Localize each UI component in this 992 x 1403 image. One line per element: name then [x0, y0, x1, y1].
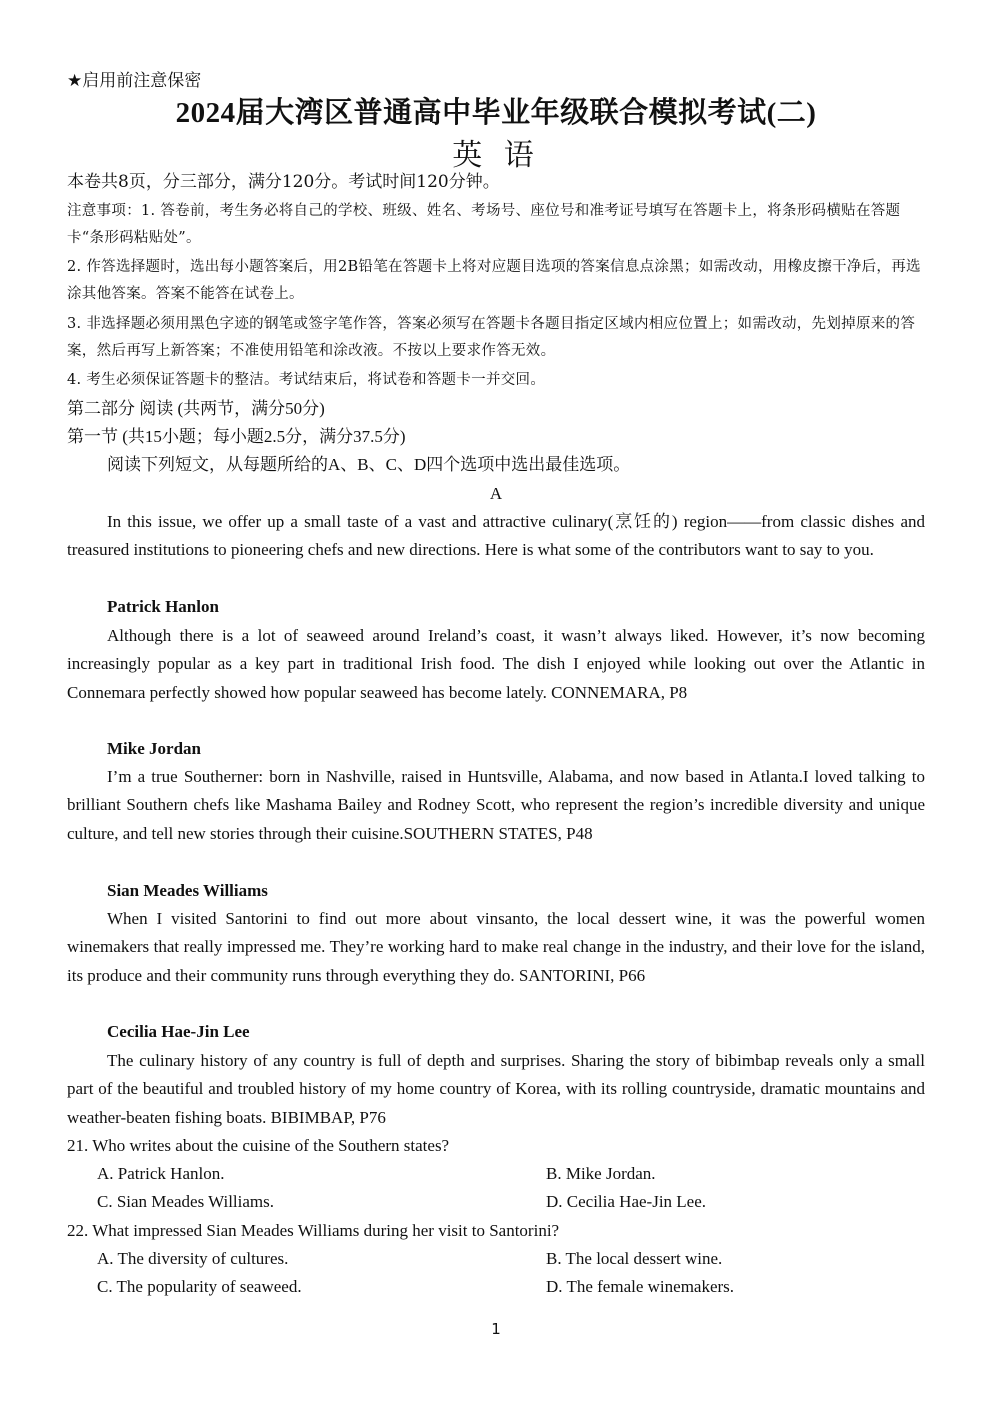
contributor-name: Patrick Hanlon	[107, 597, 219, 616]
confidential-notice: ★启用前注意保密	[67, 71, 202, 91]
exam-info: 本卷共8页，分三部分，满分120分。考试时间120分钟。	[67, 172, 500, 192]
notice-2: 2. 作答选择题时，选出每小题答案后，用2B铅笔在答题卡上将对应题目选项的答案信息点涂黑；如需改动，用橡皮擦干净后，再选涂其他答案。答案不能答在试卷上。	[67, 259, 921, 302]
contributor-name: Mike Jordan	[107, 739, 201, 758]
answer-option: D. Cecilia Hae-Jin Lee.	[546, 1192, 707, 1211]
notice-4: 4. 考生必须保证答题卡的整洁。考试结束后，将试卷和答题卡一并交回。	[67, 372, 546, 388]
contributor-text: When I visited Santorini to find out more about vinsanto, the local dessert wine, it was the powerful women winemakers that really impressed me. They’re working hard to make real change in the industry, and their love for the island, its produce and their community runs through everything they do. SANTORINI, P66	[67, 909, 925, 985]
contributor-text: Although there is a lot of seaweed around Ireland’s coast, it wasn’t always liked. However, it’s now becoming increasingly popular as a key part in traditional Irish food. The dish I enjoyed while looking out over the Atlantic in Connemara perfectly showed how popular seaweed has become lately. CONNEMARA, P8	[67, 626, 925, 702]
notice-1: 注意事项：1. 答卷前，考生务必将自己的学校、班级、姓名、考场号、座位号和准考证号填写在答题卡上，将条形码横贴在答题卡“条形码粘贴处”。	[67, 203, 901, 246]
passage-label: A	[489, 484, 503, 503]
answer-option: C. Sian Meades Williams.	[97, 1192, 275, 1211]
answer-option: B. Mike Jordan.	[546, 1164, 656, 1183]
exam-title: 2024届大湾区普通高中毕业年级联合模拟考试(二)	[175, 97, 817, 129]
section-sub: 第一节 (共15小题；每小题2.5分，满分37.5分)	[67, 427, 406, 446]
question-stem: 22. What impressed Sian Meades Williams during her visit to Santorini?	[67, 1221, 560, 1240]
question-stem: 21. Who writes about the cuisine of the Southern states?	[67, 1136, 450, 1155]
section-instruction: 阅读下列短文，从每题所给的A、B、C、D四个选项中选出最佳选项。	[107, 455, 631, 474]
answer-option: A. The diversity of cultures.	[97, 1249, 289, 1268]
contributor-text: The culinary history of any country is full of depth and surprises. Sharing the story of bibimbap reveals only a small part of the beautiful and troubled history of my home country of Korea, with its rolling countryside, dramatic mountains and weather-beaten fishing boats. BIBIMBAP, P76	[67, 1051, 925, 1127]
page-number: 1	[491, 1320, 501, 1338]
answer-option: A. Patrick Hanlon.	[97, 1164, 225, 1183]
contributor-name: Sian Meades Williams	[107, 881, 268, 900]
answer-option: B. The local dessert wine.	[546, 1249, 723, 1268]
passage-intro: In this issue, we offer up a small taste of a vast and attractive culinary(烹饪的) region——from classic dishes and treasured institutions to pioneering chefs and new directions. Here is what some of the contributors want to say to you.	[67, 512, 925, 560]
section-part: 第二部分 阅读 (共两节，满分50分)	[67, 399, 325, 418]
contributor-text: I’m a true Southerner: born in Nashville, raised in Huntsville, Alabama, and now based in Atlanta.I loved talking to brilliant Southern chefs like Mashama Bailey and Rodney Scott, who represent the region’s incredible diversity and unique culture, and tell new stories through their cuisine.SOUTHERN STATES, P48	[67, 767, 925, 843]
answer-option: C. The popularity of seaweed.	[97, 1277, 302, 1296]
notice-3: 3. 非选择题必须用黑色字迹的钢笔或签字笔作答，答案必须写在答题卡各题目指定区域内相应位置上；如需改动，先划掉原来的答案，然后再写上新答案；不准使用铅笔和涂改液。不按以上要求作答无效。	[67, 316, 916, 359]
contributor-name: Cecilia Hae-Jin Lee	[107, 1022, 250, 1041]
answer-option: D. The female winemakers.	[546, 1277, 735, 1296]
subject-title: 英 语	[452, 138, 540, 173]
